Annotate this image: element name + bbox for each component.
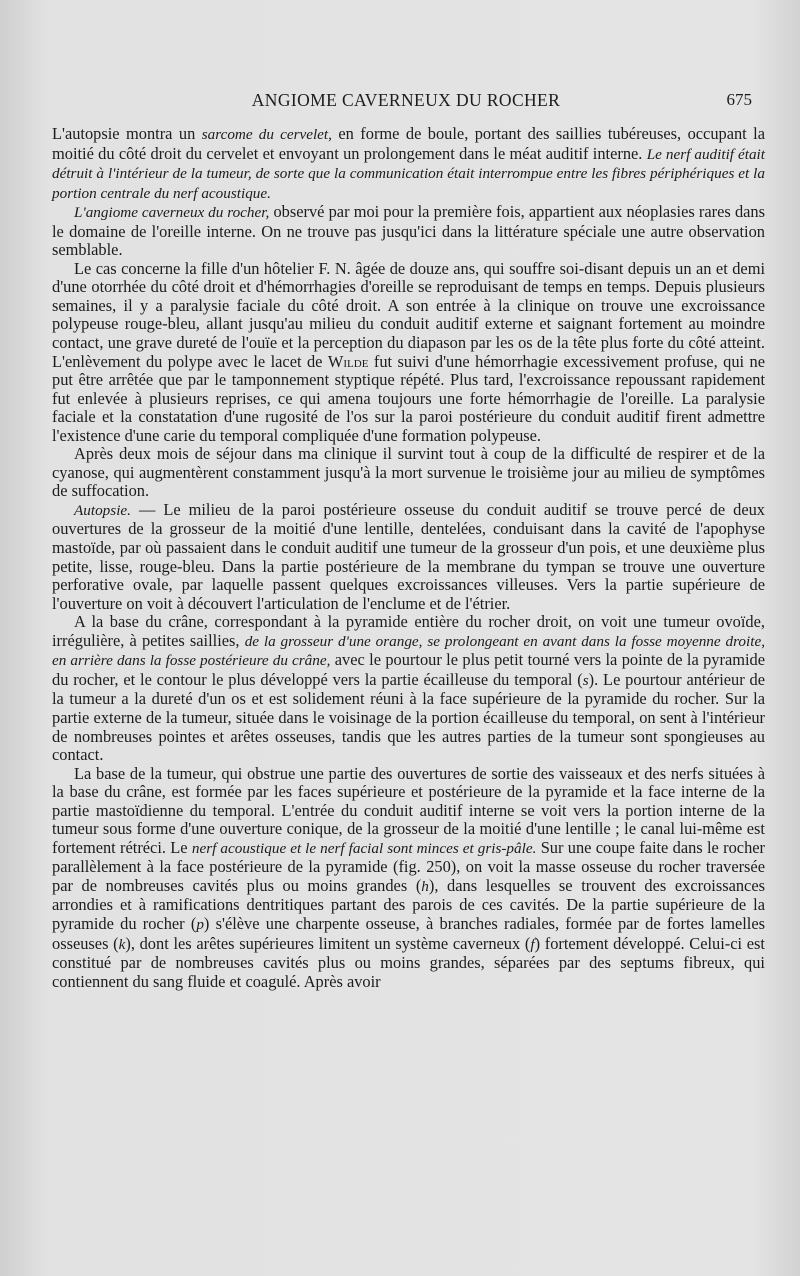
paragraph-case-history: [52, 260, 765, 445]
text-run: Le cas concerne la fille d'un hôtelier F. N. âgée de douze ans, qui souffre soi-disant depuis un an et demi d'une otorrhée du côté droit et d'hémorrhagies d'oreille se reproduisant de temps en temps. Depuis plusieurs semaines, il y a paralysie faciale du côté droit. A son entrée à la clinique on trouve une excroissance polypeuse rouge-bleu, allant jusqu'au milieu du conduit auditif externe et saignant fortement au moindre contact, une grave dureté de l'ouïe et la perception du diapason par les os de la tête plus forte du côté atteint. L'enlèvement du polype avec le lacet de: [52, 258, 765, 371]
italic-run: f: [530, 935, 535, 953]
text-run: Sur une coupe faite dans le rocher parallèlement à la face postérieure de la pyramide (fig. 250), on voit la masse osseuse du rocher traversée par de nombreuses cavités plus ou moins grandes (: [52, 837, 766, 895]
paragraph-tumor-base: [52, 765, 765, 992]
italic-run: Le nerf auditif était détruit à l'intérieur de la tumeur, de sorte que la communication était interrompue entre les fibres périphériques et la portion centrale du nerf acoustique.: [52, 145, 765, 202]
text-run: Après deux mois de séjour dans ma clinique il survint tout à coup de la difficulté de respirer et de la cyanose, qui augmentèrent constamment jusqu'à la mort survenue le troisième jour au milieu de symptômes de suffocation.: [52, 444, 765, 501]
italic-run: h: [421, 877, 429, 895]
paragraph-skull-base: [52, 613, 765, 764]
paragraph-clinical-course: [52, 445, 765, 501]
italic-run: Autopsie.: [74, 501, 131, 519]
text-run: La base de la tumeur, qui obstrue une partie des ouvertures de sortie des vaisseaux et des nerfs situées à la base du crâne, est formée par les faces supérieure et postérieure de la pyramide et la face interne de la partie mastoïdienne du temporal. L'entrée du conduit auditif interne se voit vers la portion interne de la tumeur sous forme d'une ouverture conique, de la grosseur de la moitié d'une lentille ; le canal lui-même est fortement rétréci. Le: [52, 763, 765, 857]
text-run: ). Le pourtour antérieur de la tumeur a la dureté d'un os et est solidement réuni à la face supérieure de la pyramide du rocher. Sur la partie externe de la tumeur, située dans le voisinage de la portion écailleuse du temporal, on sent à l'intérieur de nombreuses pointes et arêtes osseuses, tandis que les autres parties de la tumeur sont spongieuses au contact.: [52, 669, 766, 765]
text-run: ) fortement développé. Celui-ci est constitué par de nombreuses cavités plus ou moins grandes, séparées par des septums fibreux, qui contiennent du sang fluide et coagulé. Après avoir: [52, 933, 765, 991]
italic-run: nerf acoustique et le nerf facial sont minces et gris-pâle.: [191, 839, 537, 857]
text-run: ), dont les arêtes supérieures limitent un système caverneux (: [125, 933, 531, 953]
page-number: 675: [726, 90, 752, 109]
text-run: ) s'élève une charpente osseuse, à branches radiales, formée par de fortes lamelles osseuses (: [52, 913, 765, 953]
page-header: [52, 90, 760, 116]
text-run: — Le milieu de la paroi postérieure osseuse du conduit auditif se trouve percé de deux ouvertures de la grosseur de la moitié d'une lentille, dentelées, conduisant dans la cavité de l'apophyse mastoïde, par où passaient dans le conduit auditif une tumeur de la grosseur d'un pois, et une deuxième plus petite, lisse, rouge-bleu. Dans la partie postérieure de la membrane du tympan se trouve une ouverture perforative ovale, par laquelle passent quelques excroissances villeuses. Vers la partie supérieure de l'ouverture on voit à découvert l'articulation de l'enclume et de l'étrier.: [52, 499, 765, 613]
text-run: fut suivi d'une hémorrhagie excessivement profuse, qui ne put être arrêtée que par le tamponnement styptique répété. Plus tard, l'excroissance repoussant rapidement fut enlevée à plusieurs reprises, ce qui amena toujours une forte hémorrhagie de l'oreille. La paralysie faciale et la constatation d'une rugosité de l'os sur la paroi postérieure du conduit auditif firent admettre l'existence d'une carie du temporal compliquée d'une formation polypeuse.: [52, 351, 765, 445]
paragraph-angiome-intro: [52, 203, 765, 260]
text-run: avec le pourtour le plus petit tourné vers la pointe de la pyramide du rocher, et le contour le plus développé vers la partie écailleuse du temporal (: [52, 650, 765, 689]
body-text: [52, 125, 765, 991]
text-run: observé par moi pour la première fois, appartient aux néoplasies rares dans le domaine de l'oreille interne. On ne trouve pas jusqu'ici dans la littérature spéciale une autre observation semblable.: [52, 202, 765, 260]
text-run: ), dans lesquelles se trouvent des excroissances arrondies et à ramifications dentritiques partant des parois de ces cavités. De la partie supérieure de la pyramide du rocher (: [52, 875, 765, 933]
italic-run: k: [118, 935, 126, 953]
italic-run: de la grosseur d'une orange, se prolongeant en avant dans la fosse moyenne droite, en arrière dans la fosse postérieure du crâne,: [52, 632, 765, 670]
italic-run: s: [582, 671, 589, 689]
running-title: ANGIOME CAVERNEUX DU ROCHER: [251, 90, 561, 110]
italic-run: L'angiome caverneux du rocher,: [74, 204, 270, 222]
italic-run: sarcome du cervelet,: [201, 126, 332, 143]
text-run: en forme de boule, portant des saillies tubéreuses, occupant la moitié du côté droit du cervelet et envoyant un prolongement dans le méat auditif interne.: [52, 124, 765, 163]
paragraph-autopsy-sarcoma: [52, 125, 765, 203]
text-run: A la base du crâne, correspondant à la pyramide entière du rocher droit, on voit une tumeur ovoïde, irrégulière, à petites saillies,: [52, 612, 765, 650]
italic-run: p: [196, 915, 204, 933]
paragraph-autopsie: [52, 501, 765, 613]
text-run: L'autopsie montra un: [52, 124, 202, 143]
smallcaps-run: Wilde: [327, 351, 369, 371]
